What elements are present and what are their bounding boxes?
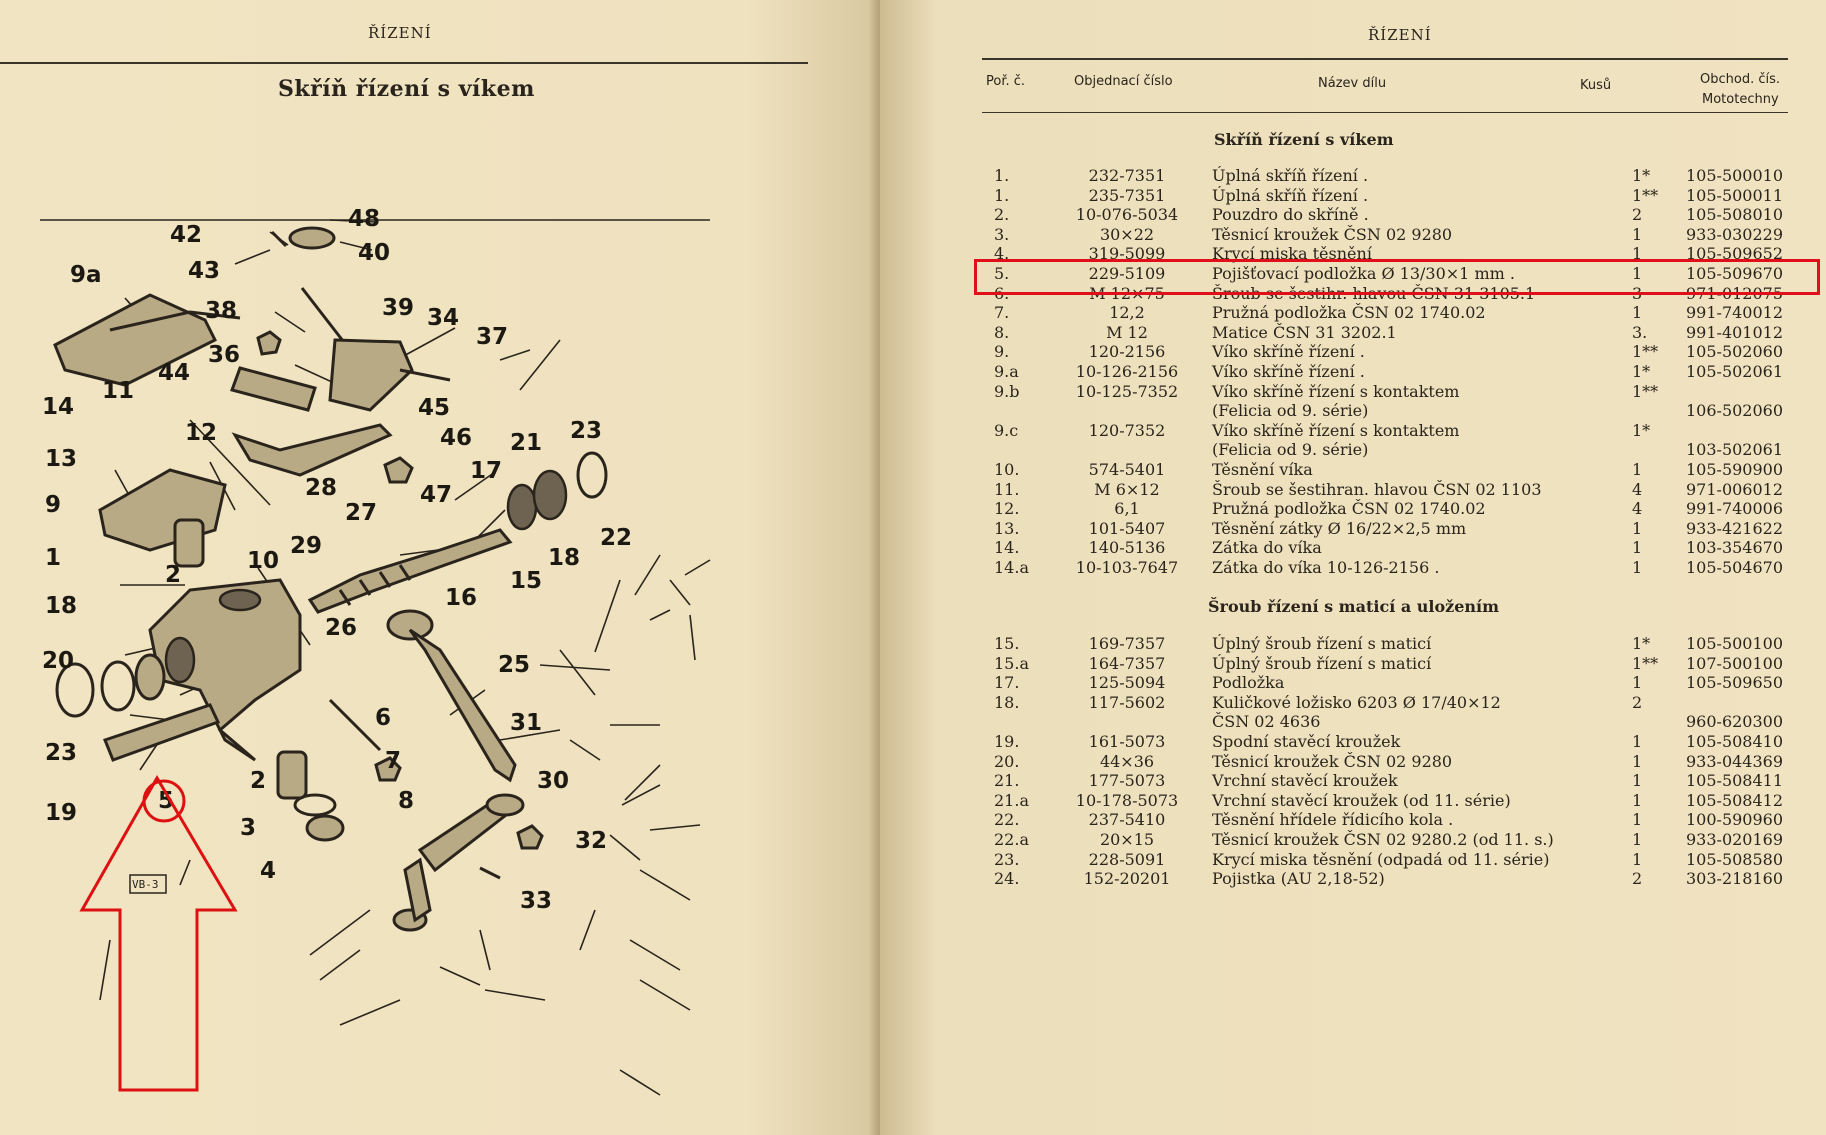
row-order-number: 30×22	[1099, 224, 1155, 244]
part-arm-25	[388, 611, 515, 780]
row-trade-number: 105-509670	[1686, 264, 1784, 283]
section-title-worm: Šroub řízení s maticí a uložením	[1208, 597, 1500, 616]
left-page	[0, 0, 880, 1135]
svg-text:42: 42	[170, 222, 203, 248]
row-order-number: 169-7357	[1088, 634, 1166, 653]
row-part-name: Šroub se šestihr. hlavou ČSN 31 3105.1	[1212, 283, 1536, 303]
row-quantity: 1	[1632, 732, 1643, 751]
row-order-number: 237-5410	[1088, 810, 1166, 830]
table-row	[982, 519, 1802, 539]
table-row	[982, 558, 1802, 578]
row-part-name: Těsnění zátky Ø 16/22×2,5 mm	[1212, 518, 1467, 538]
row-order-number: 164-7357	[1088, 653, 1166, 673]
row-order-number: 10-126-2156	[1075, 362, 1179, 381]
svg-text:32: 32	[575, 828, 608, 854]
part-bracket-40	[272, 228, 334, 248]
row-part-name: Pojišťovací podložka Ø 13/30×1 mm .	[1212, 264, 1515, 283]
row-pos: 9.b	[994, 381, 1020, 401]
row-pos: 21.a	[994, 790, 1029, 810]
row-part-name: Spodní stavěcí kroužek	[1212, 732, 1401, 751]
svg-text:2: 2	[165, 562, 182, 588]
row-order-number: M 12	[1106, 322, 1148, 342]
row-pos: 22.	[994, 810, 1020, 830]
row-trade-number: 100-590960	[1686, 810, 1784, 830]
row-part-name: Těsnicí kroužek ČSN 02 9280	[1212, 751, 1453, 771]
row-part-name: Vrchní stavěcí kroužek	[1212, 771, 1398, 791]
row-pos: 24.	[994, 869, 1020, 889]
row-order-number: 120-2156	[1088, 342, 1166, 362]
table-header-rule	[982, 112, 1788, 113]
table-row	[982, 323, 1802, 343]
svg-text:3: 3	[240, 815, 257, 841]
row-pos: 17.	[994, 673, 1020, 693]
row-trade-number: 991-401012	[1686, 322, 1784, 342]
svg-text:9a: 9a	[70, 262, 102, 288]
row-order-number: M 6×12	[1094, 479, 1160, 499]
table-row	[982, 830, 1802, 850]
part-ring-20	[102, 662, 134, 710]
table-row	[982, 421, 1802, 441]
row-quantity: 1**	[1632, 381, 1659, 401]
row-part-name: Těsnění hřídele řídicího kola .	[1212, 810, 1454, 830]
row-order-number: 228-5091	[1088, 849, 1166, 869]
svg-text:20: 20	[42, 648, 75, 674]
svg-text:10: 10	[247, 548, 280, 574]
row-pos: 6.	[994, 283, 1010, 303]
row-quantity: 1	[1632, 673, 1643, 693]
svg-text:38: 38	[205, 298, 238, 324]
row-trade-number: 105-500011	[1686, 185, 1784, 205]
row-quantity: 1	[1632, 810, 1643, 830]
row-trade-number: 960-620300	[1686, 712, 1784, 732]
row-order-number: 229-5109	[1088, 264, 1166, 283]
svg-text:27: 27	[345, 500, 378, 526]
part-cap-4	[307, 816, 343, 840]
row-trade-number: 105-508411	[1686, 771, 1784, 791]
left-running-head: ŘÍZENÍ	[368, 24, 432, 42]
row-pos: 1.	[994, 185, 1010, 205]
row-part-name: Úplná skříň řízení .	[1212, 166, 1369, 185]
row-pos: 11.	[994, 479, 1020, 499]
row-quantity: 1	[1632, 790, 1643, 810]
row-quantity: 2	[1632, 205, 1643, 225]
row-order-number: 10-178-5073	[1075, 790, 1179, 810]
table-row	[982, 205, 1802, 225]
row-quantity: 1*	[1632, 420, 1651, 440]
table-row	[982, 186, 1802, 206]
row-trade-number: 933-030229	[1686, 224, 1784, 244]
row-quantity: 2	[1632, 692, 1643, 712]
svg-text:18: 18	[548, 545, 581, 571]
row-quantity: 1*	[1632, 362, 1651, 381]
row-trade-number: 105-502061	[1686, 362, 1784, 381]
svg-text:47: 47	[420, 482, 453, 508]
svg-text:22: 22	[600, 525, 633, 551]
col-head-name: Název dílu	[1318, 76, 1387, 91]
svg-text:2: 2	[250, 768, 267, 794]
row-order-number: 125-5094	[1088, 673, 1166, 693]
svg-text:17: 17	[470, 458, 503, 484]
svg-text:34: 34	[427, 305, 460, 331]
row-quantity: 1**	[1632, 653, 1659, 673]
table-row	[982, 810, 1802, 830]
table-row	[982, 791, 1802, 811]
row-pos: 20.	[994, 751, 1020, 771]
row-trade-number: 303-218160	[1686, 869, 1784, 889]
table-row	[982, 440, 1802, 460]
row-trade-number: 933-044369	[1686, 751, 1784, 771]
row-pos: 7.	[994, 303, 1010, 323]
left-header-rule	[0, 62, 808, 64]
row-pos: 14.	[994, 538, 1020, 558]
svg-text:29: 29	[290, 533, 323, 559]
row-pos: 2.	[994, 205, 1010, 225]
row-part-name: Úplný šroub řízení s maticí	[1212, 653, 1432, 673]
row-trade-number: 105-504670	[1686, 558, 1784, 577]
col-head-qty: Kusů	[1580, 78, 1612, 93]
row-trade-number: 103-502061	[1686, 440, 1784, 460]
row-trade-number: 103-354670	[1686, 538, 1784, 558]
svg-text:40: 40	[358, 240, 391, 266]
table-row	[982, 712, 1802, 732]
svg-text:30: 30	[537, 768, 570, 794]
svg-text:5: 5	[158, 788, 175, 814]
row-part-name: Pružná podložka ČSN 02 1740.02	[1212, 303, 1486, 323]
part-nut-46	[385, 458, 412, 482]
right-running-head: ŘÍZENÍ	[1368, 26, 1432, 44]
row-quantity: 1**	[1632, 342, 1659, 362]
table-row	[982, 499, 1802, 519]
col-head-order: Objednací číslo	[1074, 74, 1173, 89]
row-pos: 10.	[994, 460, 1020, 479]
row-pos: 15.	[994, 634, 1020, 653]
row-pos: 9.c	[994, 420, 1019, 440]
row-quantity: 4	[1632, 479, 1643, 499]
table-row	[982, 869, 1802, 889]
table-row	[982, 634, 1802, 654]
part-arm-44	[235, 425, 390, 475]
svg-text:48: 48	[348, 206, 381, 232]
row-order-number: 574-5401	[1088, 460, 1166, 479]
row-trade-number: 971-006012	[1686, 479, 1784, 499]
table-row	[982, 460, 1802, 480]
svg-text:18: 18	[45, 593, 78, 619]
highlight-arrow	[82, 778, 235, 1090]
highlight-row-5	[974, 259, 1820, 295]
svg-text:39: 39	[382, 295, 415, 321]
part-worm-15	[310, 530, 510, 612]
row-order-number: 235-7351	[1088, 185, 1166, 205]
row-trade-number: 106-502060	[1686, 401, 1784, 421]
row-pos: 21.	[994, 771, 1020, 791]
row-order-number: 117-5602	[1088, 692, 1166, 712]
row-quantity: 3.	[1632, 322, 1648, 342]
row-part-name: Vrchní stavěcí kroužek (od 11. série)	[1212, 790, 1511, 810]
table-row	[982, 166, 1802, 186]
row-quantity: 1	[1632, 751, 1643, 771]
row-quantity: 1	[1632, 244, 1643, 264]
row-pos: 5.	[994, 264, 1010, 283]
row-pos: 14.a	[994, 558, 1029, 577]
row-part-name: Matice ČSN 31 3202.1	[1212, 322, 1397, 342]
row-part-name: (Felicia od 9. série)	[1212, 401, 1369, 421]
svg-text:19: 19	[45, 800, 78, 826]
part-bushing-2	[175, 520, 203, 566]
row-quantity: 1**	[1632, 185, 1659, 205]
row-pos: 13.	[994, 518, 1020, 538]
row-part-name: Zátka do víka	[1212, 538, 1322, 558]
part-nut-32	[518, 826, 542, 848]
svg-text:1: 1	[45, 545, 62, 571]
row-trade-number: 105-508010	[1686, 205, 1784, 225]
row-order-number: 12,2	[1109, 303, 1145, 323]
svg-text:28: 28	[305, 475, 338, 501]
row-order-number: 20×15	[1099, 830, 1155, 849]
part-gasket-5	[105, 705, 218, 760]
row-quantity: 1	[1632, 224, 1643, 244]
row-part-name: Těsnicí kroužek ČSN 02 9280	[1212, 224, 1453, 244]
svg-text:23: 23	[45, 740, 78, 766]
row-trade-number: 105-502060	[1686, 342, 1784, 362]
row-quantity: 1	[1632, 771, 1643, 791]
row-order-number: 6,1	[1114, 499, 1140, 519]
row-pos: 9.a	[994, 362, 1019, 381]
part-bolt-6	[330, 700, 380, 750]
row-part-name: Víko skříně řízení .	[1212, 362, 1365, 381]
row-trade-number: 991-740006	[1686, 499, 1784, 519]
part-bearing-21	[534, 471, 566, 519]
row-part-name: Víko skříně řízení s kontaktem	[1212, 420, 1460, 440]
row-order-number: 319-5099	[1088, 244, 1166, 264]
svg-text:25: 25	[498, 652, 531, 678]
row-trade-number: 105-508580	[1686, 849, 1784, 869]
svg-text:36: 36	[208, 342, 241, 368]
table-row	[982, 225, 1802, 245]
col-head-obch-1: Obchod. čís.	[1700, 72, 1781, 87]
row-pos: 1.	[994, 166, 1010, 185]
row-trade-number: 105-508412	[1686, 790, 1784, 810]
row-pos: 18.	[994, 692, 1020, 712]
table-row	[982, 732, 1802, 752]
part-pin-33	[480, 868, 500, 878]
table-row	[982, 673, 1802, 693]
col-head-pos: Poř. č.	[986, 74, 1026, 89]
row-part-name: Těsnicí kroužek ČSN 02 9280.2 (od 11. s.)	[1212, 830, 1554, 849]
part-nut-38	[258, 332, 280, 354]
svg-text:44: 44	[158, 360, 191, 386]
svg-text:7: 7	[385, 748, 402, 774]
row-part-name: Úplná skříň řízení .	[1212, 185, 1369, 205]
figure-tag: VB-3	[132, 878, 159, 891]
row-trade-number: 107-500100	[1686, 653, 1784, 673]
row-part-name: Podložka	[1212, 673, 1285, 693]
row-order-number: 10-076-5034	[1075, 205, 1179, 225]
row-part-name: Víko skříně řízení .	[1212, 342, 1365, 362]
row-pos: 15.a	[994, 653, 1029, 673]
svg-text:43: 43	[188, 258, 221, 284]
row-quantity: 2	[1632, 869, 1643, 889]
table-row	[982, 362, 1802, 382]
row-part-name: Kuličkové ložisko 6203 Ø 17/40×12	[1212, 692, 1501, 712]
row-pos: 19.	[994, 732, 1020, 751]
row-trade-number: 105-500100	[1686, 634, 1784, 653]
svg-text:8: 8	[398, 788, 415, 814]
part-plate-36	[232, 368, 315, 410]
row-part-name: Šroub se šestihran. hlavou ČSN 02 1103	[1212, 479, 1542, 499]
row-order-number: 140-5136	[1088, 538, 1166, 558]
svg-text:23: 23	[570, 418, 603, 444]
table-row	[982, 850, 1802, 870]
row-trade-number: 105-508410	[1686, 732, 1784, 751]
row-order-number: 10-103-7647	[1075, 558, 1179, 577]
row-pos: 22.a	[994, 830, 1029, 849]
row-quantity: 1	[1632, 264, 1643, 283]
col-head-obch-2: Mototechny	[1702, 92, 1779, 107]
row-pos: 8.	[994, 322, 1010, 342]
row-part-name: Krycí miska těsnění (odpadá od 11. série)	[1212, 849, 1550, 869]
svg-text:31: 31	[510, 710, 543, 736]
row-part-name: (Felicia od 9. série)	[1212, 440, 1369, 460]
row-part-name: Pojistka (AU 2,18-52)	[1212, 869, 1385, 889]
row-pos: 3.	[994, 224, 1010, 244]
row-part-name: ČSN 02 4636	[1212, 712, 1321, 732]
row-quantity: 3	[1632, 283, 1643, 303]
row-order-number: 232-7351	[1088, 166, 1166, 185]
row-part-name: Krycí miska těsnění	[1212, 244, 1372, 264]
svg-text:6: 6	[375, 705, 392, 731]
row-order-number: M 12×75	[1089, 283, 1165, 303]
row-part-name: Pouzdro do skříně .	[1212, 205, 1369, 225]
row-order-number: 44×36	[1099, 751, 1155, 771]
row-trade-number: 105-509652	[1686, 244, 1784, 264]
row-order-number: 152-20201	[1083, 869, 1171, 889]
table-row	[982, 654, 1802, 674]
table-row	[982, 771, 1802, 791]
svg-text:13: 13	[45, 446, 78, 472]
row-quantity: 1	[1632, 830, 1643, 849]
row-order-number: 101-5407	[1088, 518, 1166, 538]
row-part-name: Víko skříně řízení s kontaktem	[1212, 381, 1460, 401]
row-trade-number: 105-500010	[1686, 166, 1784, 185]
svg-text:33: 33	[520, 888, 553, 914]
right-header-rule	[982, 58, 1788, 60]
row-pos: 9.	[994, 342, 1010, 362]
table-row	[982, 342, 1802, 362]
row-pos: 4.	[994, 244, 1010, 264]
row-order-number: 161-5073	[1088, 732, 1166, 751]
svg-text:14: 14	[42, 394, 75, 420]
svg-text:12: 12	[185, 420, 218, 446]
row-order-number: 10-125-7352	[1075, 381, 1179, 401]
row-quantity: 1	[1632, 849, 1643, 869]
table-row	[982, 382, 1802, 402]
exploded-diagram	[40, 206, 760, 1100]
row-trade-number: 991-740012	[1686, 303, 1784, 323]
row-part-name: Úplný šroub řízení s maticí	[1212, 634, 1432, 653]
svg-text:15: 15	[510, 568, 543, 594]
section-title-housing: Skříň řízení s víkem	[1214, 130, 1394, 149]
row-trade-number: 105-509650	[1686, 673, 1784, 693]
row-quantity: 1*	[1632, 166, 1651, 185]
table-row	[982, 480, 1802, 500]
svg-text:26: 26	[325, 615, 358, 641]
part-bushing-2b	[278, 752, 306, 798]
part-drop-arm-30	[394, 795, 523, 930]
svg-text:21: 21	[510, 430, 543, 456]
row-quantity: 1*	[1632, 634, 1651, 653]
part-seal-3	[295, 795, 335, 815]
table-row	[982, 538, 1802, 558]
svg-text:37: 37	[476, 324, 509, 350]
row-trade-number: 105-590900	[1686, 460, 1784, 479]
svg-text:46: 46	[440, 425, 473, 451]
row-trade-number: 933-020169	[1686, 830, 1784, 849]
row-order-number: 120-7352	[1088, 420, 1166, 440]
svg-text:4: 4	[260, 858, 277, 884]
table-row	[982, 693, 1802, 713]
left-page-title: Skříň řízení s víkem	[278, 76, 535, 102]
row-order-number: 177-5073	[1088, 771, 1166, 791]
row-part-name: Pružná podložka ČSN 02 1740.02	[1212, 499, 1486, 519]
svg-text:45: 45	[418, 395, 451, 421]
row-part-name: Zátka do víka 10-126-2156 .	[1212, 558, 1440, 577]
row-quantity: 1	[1632, 558, 1643, 577]
table-row	[982, 303, 1802, 323]
row-trade-number: 933-421622	[1686, 518, 1784, 538]
table-row	[982, 752, 1802, 772]
row-quantity: 1	[1632, 460, 1643, 479]
svg-text:16: 16	[445, 585, 478, 611]
svg-text:11: 11	[102, 378, 135, 404]
row-quantity: 1	[1632, 538, 1643, 558]
row-pos: 12.	[994, 499, 1020, 519]
table-row	[982, 401, 1802, 421]
row-pos: 23.	[994, 849, 1020, 869]
row-quantity: 4	[1632, 499, 1643, 519]
svg-text:9: 9	[45, 492, 62, 518]
row-part-name: Těsnění víka	[1212, 460, 1313, 479]
row-quantity: 1	[1632, 303, 1643, 323]
part-cover-9	[100, 470, 225, 550]
row-trade-number: 971-012075	[1686, 283, 1784, 303]
row-quantity: 1	[1632, 518, 1643, 538]
